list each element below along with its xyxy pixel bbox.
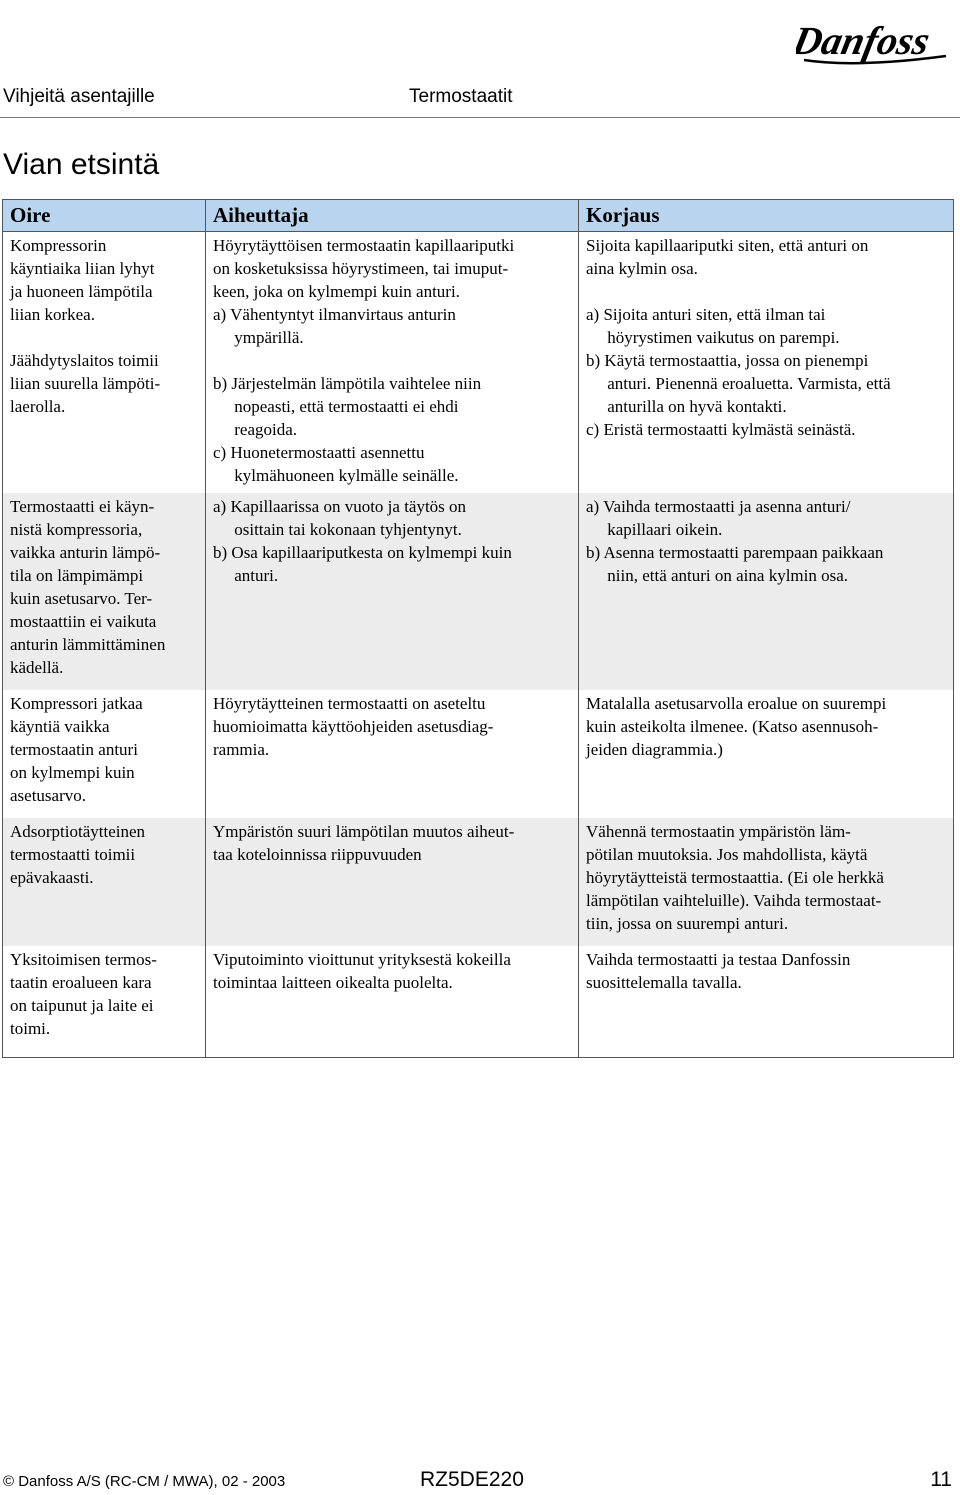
cell-text-line [213, 349, 571, 372]
cell-text-line: liian korkea. [10, 305, 95, 324]
cell-text-line: aina kylmin osa. [586, 259, 698, 278]
cell-text-line: vaikka anturin lämpö- [10, 543, 161, 562]
cell-text-line: keen, joka on kylmempi kuin anturi. [213, 282, 460, 301]
column-header-korjaus: Korjaus [579, 200, 954, 232]
cell-korjaus [579, 818, 954, 946]
cell-text-line: c) Huonetermostaatti asennettu [213, 443, 425, 462]
cell-text-line: a) Vaihda termostaatti ja asenna anturi/ [586, 497, 851, 516]
cell-aiheuttaja [206, 946, 579, 1058]
cell-text-line: pötilan muutoksia. Jos mahdollista, käytä [586, 845, 868, 864]
cell-text-line: Matalalla asetusarvolla eroalue on suurempi [586, 694, 887, 713]
cell-oire [3, 946, 206, 1058]
cell-aiheuttaja [206, 493, 579, 690]
cell-text-line: Höyrytäyttöisen termostaatin kapillaariputki [213, 236, 515, 255]
cell-text-line: käyntiä vaikka [10, 717, 110, 736]
cell-text-line: nopeasti, että termostaatti ei ehdi [213, 397, 459, 416]
cell-text-line: rammia. [213, 740, 270, 759]
cell-text-line: lämpötilan vaihteluille). Vaihda termostaat- [586, 891, 882, 910]
cell-oire [3, 818, 206, 946]
table-row [3, 232, 954, 494]
cell-korjaus [579, 946, 954, 1058]
cell-text-line: a) Vähentyntyt ilmanvirtaus anturin [213, 305, 456, 324]
cell-text-line: b) Järjestelmän lämpötila vaihtelee niin [213, 374, 482, 393]
cell-text-line: toimi. [10, 1019, 51, 1038]
cell-text-line: höyrytäytteistä termostaattia. (Ei ole herkkä [586, 868, 884, 887]
cell-oire [3, 232, 206, 494]
table-row [3, 493, 954, 690]
section-label: Vihjeitä asentajille [3, 86, 155, 107]
table-row [3, 818, 954, 946]
cell-text-line: taa koteloinnissa riippuvuuden [213, 845, 422, 864]
column-header-oire: Oire [3, 200, 206, 232]
cell-text-line: b) Käytä termostaattia, jossa on pienempi [586, 351, 869, 370]
cell-text-line: reagoida. [213, 420, 298, 439]
cell-text-line: kädellä. [10, 658, 64, 677]
cell-text-line: Vaihda termostaatti ja testaa Danfossin [586, 950, 851, 969]
cell-text-line: Viputoiminto vioittunut yrityksestä kokeilla [213, 950, 511, 969]
cell-text-line: b) Osa kapillaariputkesta on kylmempi kuin [213, 543, 512, 562]
cell-aiheuttaja [206, 232, 579, 494]
cell-text-line: kuin asteikolta ilmenee. (Katso asennusoh- [586, 717, 879, 736]
danfoss-logo [796, 10, 956, 68]
cell-text-line: tiin, jossa on suurempi anturi. [586, 914, 789, 933]
cell-text-line: asetusarvo. [10, 786, 87, 805]
cell-text-line: jeiden diagrammia.) [586, 740, 723, 759]
cell-text-line [586, 280, 946, 303]
table-row [3, 946, 954, 1058]
cell-text-line: Vähennä termostaatin ympäristön läm- [586, 822, 851, 841]
cell-aiheuttaja [206, 818, 579, 946]
cell-text-line: laerolla. [10, 397, 66, 416]
cell-text-line: Höyrytäytteinen termostaatti on aseteltu [213, 694, 486, 713]
cell-text-line: mostaattiin ei vaikuta [10, 612, 157, 631]
cell-text-line: ja huoneen lämpötila [10, 282, 153, 301]
cell-text-line: suosittelemalla tavalla. [586, 973, 742, 992]
cell-text-line: c) Eristä termostaatti kylmästä seinästä. [586, 420, 856, 439]
cell-text-line: kapillaari oikein. [586, 520, 723, 539]
cell-text-line: Adsorptiotäytteinen [10, 822, 146, 841]
document-code: RZ5DE220 [420, 1468, 524, 1491]
header-divider [0, 117, 960, 118]
cell-text-line: epävakaasti. [10, 868, 94, 887]
cell-text-line [10, 326, 198, 349]
cell-text-line: Yksitoimisen termos- [10, 950, 157, 969]
cell-text-line: on kylmempi kuin [10, 763, 135, 782]
cell-oire [3, 493, 206, 690]
cell-text-line: Kompressorin [10, 236, 107, 255]
cell-text-line: höyrystimen vaikutus on parempi. [586, 328, 840, 347]
cell-text-line: on kosketuksissa höyrystimeen, tai imuput- [213, 259, 509, 278]
cell-text-line: Sijoita kapillaariputki siten, että anturi on [586, 236, 869, 255]
cell-text-line: a) Sijoita anturi siten, että ilman tai [586, 305, 826, 324]
cell-text-line: termostaatin anturi [10, 740, 138, 759]
logo-wordmark: Danfoss [796, 18, 934, 63]
cell-text-line: b) Asenna termostaatti parempaan paikkaan [586, 543, 884, 562]
cell-text-line: anturilla on hyvä kontakti. [586, 397, 787, 416]
cell-text-line: Ympäristön suuri lämpötilan muutos aiheut- [213, 822, 515, 841]
cell-korjaus [579, 232, 954, 494]
page-title: Vian etsintä [3, 148, 160, 181]
cell-text-line: kuin asetusarvo. Ter- [10, 589, 153, 608]
cell-text-line: ympärillä. [213, 328, 304, 347]
cell-aiheuttaja [206, 690, 579, 818]
cell-text-line: anturi. Pienennä eroaluetta. Varmista, että [586, 374, 891, 393]
cell-text-line: kylmähuoneen kylmälle seinälle. [213, 466, 459, 485]
cell-text-line: a) Kapillaarissa on vuoto ja täytös on [213, 497, 467, 516]
cell-text-line: toimintaa laitteen oikealta puolelta. [213, 973, 453, 992]
cell-korjaus [579, 493, 954, 690]
cell-text-line: Termostaatti ei käyn- [10, 497, 155, 516]
cell-text-line: niin, että anturi on aina kylmin osa. [586, 566, 849, 585]
copyright-notice: © Danfoss A/S (RC-CM / MWA), 02 - 2003 [3, 1473, 286, 1490]
cell-text-line: anturin lämmittäminen [10, 635, 166, 654]
cell-text-line: tila on lämpimämpi [10, 566, 144, 585]
table-row [3, 690, 954, 818]
cell-text-line: termostaatti toimii [10, 845, 136, 864]
table-header-row [3, 200, 954, 232]
cell-text-line: käyntiaika liian lyhyt [10, 259, 155, 278]
cell-text-line: liian suurella lämpöti- [10, 374, 161, 393]
cell-oire [3, 690, 206, 818]
cell-text-line: taatin eroalueen kara [10, 973, 152, 992]
cell-text-line: nistä kompressoria, [10, 520, 143, 539]
page-number: 11 [930, 1468, 952, 1491]
cell-text-line: osittain tai kokonaan tyhjentynyt. [213, 520, 462, 539]
cell-text-line: anturi. [213, 566, 279, 585]
cell-text-line: Kompressori jatkaa [10, 694, 143, 713]
cell-korjaus [579, 690, 954, 818]
cell-text-line: Jäähdytyslaitos toimii [10, 351, 159, 370]
column-header-aiheuttaja: Aiheuttaja [206, 200, 579, 232]
troubleshooting-table [2, 199, 954, 1058]
document-topic: Termostaatit [409, 86, 513, 107]
cell-text-line: huomioimatta käyttöohjeiden asetusdiag- [213, 717, 494, 736]
cell-text-line: on taipunut ja laite ei [10, 996, 154, 1015]
